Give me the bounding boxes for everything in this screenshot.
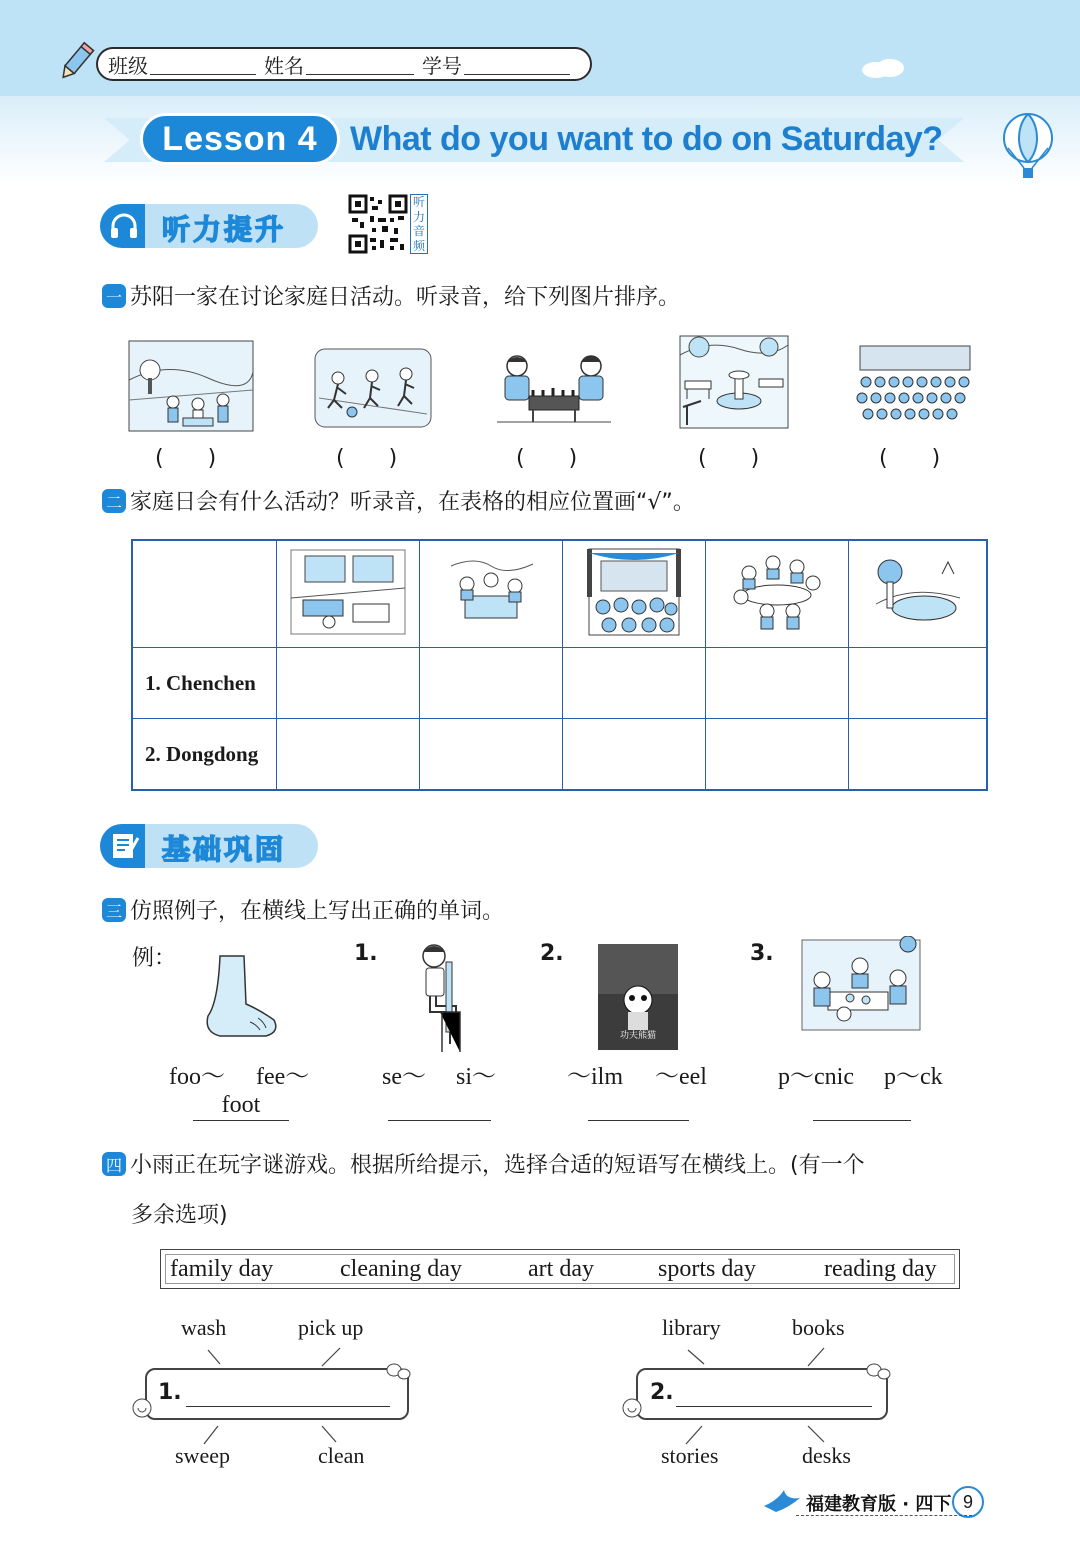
- notebook-icon: [108, 830, 140, 862]
- question-1-text: 苏阳一家在讨论家庭日活动。听录音，给下列图片排序。: [130, 285, 681, 310]
- table-row-label: 1. Chenchen: [132, 648, 277, 719]
- phrase-option: cleaning day: [340, 1256, 462, 1282]
- qr-label: [410, 194, 428, 254]
- table-header-cell: [277, 540, 420, 648]
- qr-label-char: 频: [412, 238, 425, 253]
- question-number: 二: [102, 489, 126, 513]
- word-option: ～eel: [655, 1064, 707, 1090]
- answer-cell[interactable]: [849, 648, 988, 719]
- kids-running-icon: [314, 348, 432, 428]
- answer-cell[interactable]: [277, 719, 420, 791]
- film-poster-icon: [598, 944, 678, 1050]
- foot-icon: [200, 952, 280, 1046]
- basics-tag-label: 基础巩固: [162, 833, 287, 866]
- activity-table: [131, 539, 988, 791]
- question-3-text: 仿照例子，在横线上写出正确的单词。: [130, 899, 505, 924]
- footer-underline: [796, 1515, 972, 1516]
- hint-word: pick up: [298, 1315, 364, 1340]
- class-field[interactable]: [150, 54, 256, 75]
- id-field[interactable]: [464, 54, 570, 75]
- answer-blank[interactable]: ( ): [698, 446, 760, 471]
- answer-blank[interactable]: ( ): [155, 446, 217, 471]
- table-header-cell: [420, 540, 563, 648]
- question-2: [102, 485, 695, 516]
- id-label: 学号: [422, 53, 462, 78]
- item-label: 1.: [354, 941, 378, 966]
- answer-cell[interactable]: [277, 648, 420, 719]
- swallow-icon: [762, 1486, 802, 1516]
- puzzle-answer-line-2[interactable]: [676, 1380, 872, 1407]
- hint-word: sweep: [175, 1443, 230, 1468]
- answer-blank[interactable]: ( ): [336, 446, 398, 471]
- publisher-label: 福建教育版 · 四下: [806, 1494, 952, 1515]
- basics-section-tag: [100, 824, 318, 868]
- question-4: [102, 1148, 865, 1179]
- family-dinner-icon: [727, 549, 827, 635]
- pencil-icon: [56, 40, 96, 84]
- theater-icon: [587, 547, 681, 637]
- answer-line-3[interactable]: [813, 1092, 911, 1121]
- qr-label-char: 听: [412, 195, 425, 209]
- chess-players-icon: [493, 350, 615, 424]
- word-option: se～: [382, 1064, 426, 1090]
- listening-section-tag: [100, 204, 318, 248]
- word-option: p～cnic: [778, 1064, 854, 1090]
- answer-cell[interactable]: [563, 719, 706, 791]
- student-info-bar: [96, 47, 592, 81]
- listening-tag-label: 听力提升: [162, 213, 287, 246]
- word-option: foo～: [169, 1064, 225, 1090]
- park-lake-icon: [872, 554, 964, 630]
- cloud-icon: [858, 56, 908, 80]
- word-option: p～ck: [884, 1064, 943, 1090]
- qr-label-char: 力: [412, 209, 425, 224]
- question-1: [102, 280, 680, 311]
- example-answer: foot: [193, 1092, 289, 1121]
- phrase-option: reading day: [824, 1256, 937, 1282]
- hint-word: stories: [661, 1443, 719, 1468]
- word-option: si～: [456, 1064, 497, 1090]
- answer-cell[interactable]: [706, 719, 849, 791]
- word-option: fee～: [256, 1064, 310, 1090]
- hint-word: library: [662, 1315, 721, 1340]
- answer-blank[interactable]: ( ): [516, 446, 578, 471]
- phrase-option: sports day: [658, 1256, 756, 1282]
- picnic-icon: [445, 556, 537, 628]
- example-label: 例：: [132, 946, 177, 971]
- answer-cell[interactable]: [420, 648, 563, 719]
- word-option: ～ilm: [567, 1064, 624, 1090]
- question-2-text: 家庭日会有什么活动？听录音，在表格的相应位置画“√”。: [130, 490, 695, 515]
- puzzle-label: 1.: [158, 1380, 182, 1405]
- hint-word: clean: [318, 1443, 365, 1468]
- phrase-option: art day: [528, 1256, 594, 1282]
- qr-label-char: 音: [412, 224, 425, 238]
- answer-cell[interactable]: [849, 719, 988, 791]
- picnic-scene-icon: [800, 936, 922, 1032]
- sitting-boy-icon: [410, 942, 466, 1054]
- lesson-title: What do you want to do on Saturday?: [350, 119, 943, 158]
- cinema-audience-icon: [852, 342, 976, 428]
- living-room-cleaning-icon: [289, 548, 407, 636]
- snail-icon: [618, 1396, 648, 1422]
- lesson-badge: Lesson 4: [140, 113, 340, 165]
- question-4-continued: 多余选项): [131, 1203, 228, 1228]
- question-number: 三: [102, 898, 126, 922]
- hint-word: books: [792, 1315, 845, 1340]
- phrase-option: family day: [170, 1256, 274, 1282]
- answer-cell[interactable]: [706, 648, 849, 719]
- table-corner-cell: [132, 540, 277, 648]
- question-number: 一: [102, 284, 126, 308]
- hot-air-balloon-icon: [1000, 112, 1056, 184]
- question-3: [102, 894, 504, 925]
- answer-cell[interactable]: [420, 719, 563, 791]
- class-label: 班级: [108, 53, 148, 78]
- answer-cell[interactable]: [563, 648, 706, 719]
- table-header-cell: [706, 540, 849, 648]
- answer-line-1[interactable]: [388, 1092, 491, 1121]
- park-fountain-icon: [679, 335, 789, 429]
- question-number: 四: [102, 1152, 126, 1176]
- answer-line-2[interactable]: [588, 1092, 689, 1121]
- picnic-family-icon: [128, 340, 254, 432]
- hint-word: desks: [802, 1443, 851, 1468]
- qr-code-icon[interactable]: [348, 194, 408, 254]
- answer-blank[interactable]: ( ): [879, 446, 941, 471]
- table-row-label: 2. Dongdong: [132, 719, 277, 791]
- question-4-text: 小雨正在玩字谜游戏。根据所给提示，选择合适的短语写在横线上。(有一个: [130, 1153, 865, 1178]
- hint-word: wash: [181, 1315, 227, 1340]
- puzzle-label: 2.: [650, 1380, 674, 1405]
- poster-title: 功夫熊猫: [619, 1031, 657, 1041]
- page-number: 9: [952, 1486, 984, 1518]
- name-label: 姓名: [264, 53, 304, 78]
- name-field[interactable]: [306, 54, 414, 75]
- table-header-cell: [563, 540, 706, 648]
- puzzle-answer-line-1[interactable]: [186, 1380, 390, 1407]
- table-header-cell: [849, 540, 988, 648]
- snail-icon: [128, 1396, 158, 1422]
- item-label: 2.: [540, 941, 564, 966]
- headphones-icon: [108, 210, 140, 242]
- item-label: 3.: [750, 941, 774, 966]
